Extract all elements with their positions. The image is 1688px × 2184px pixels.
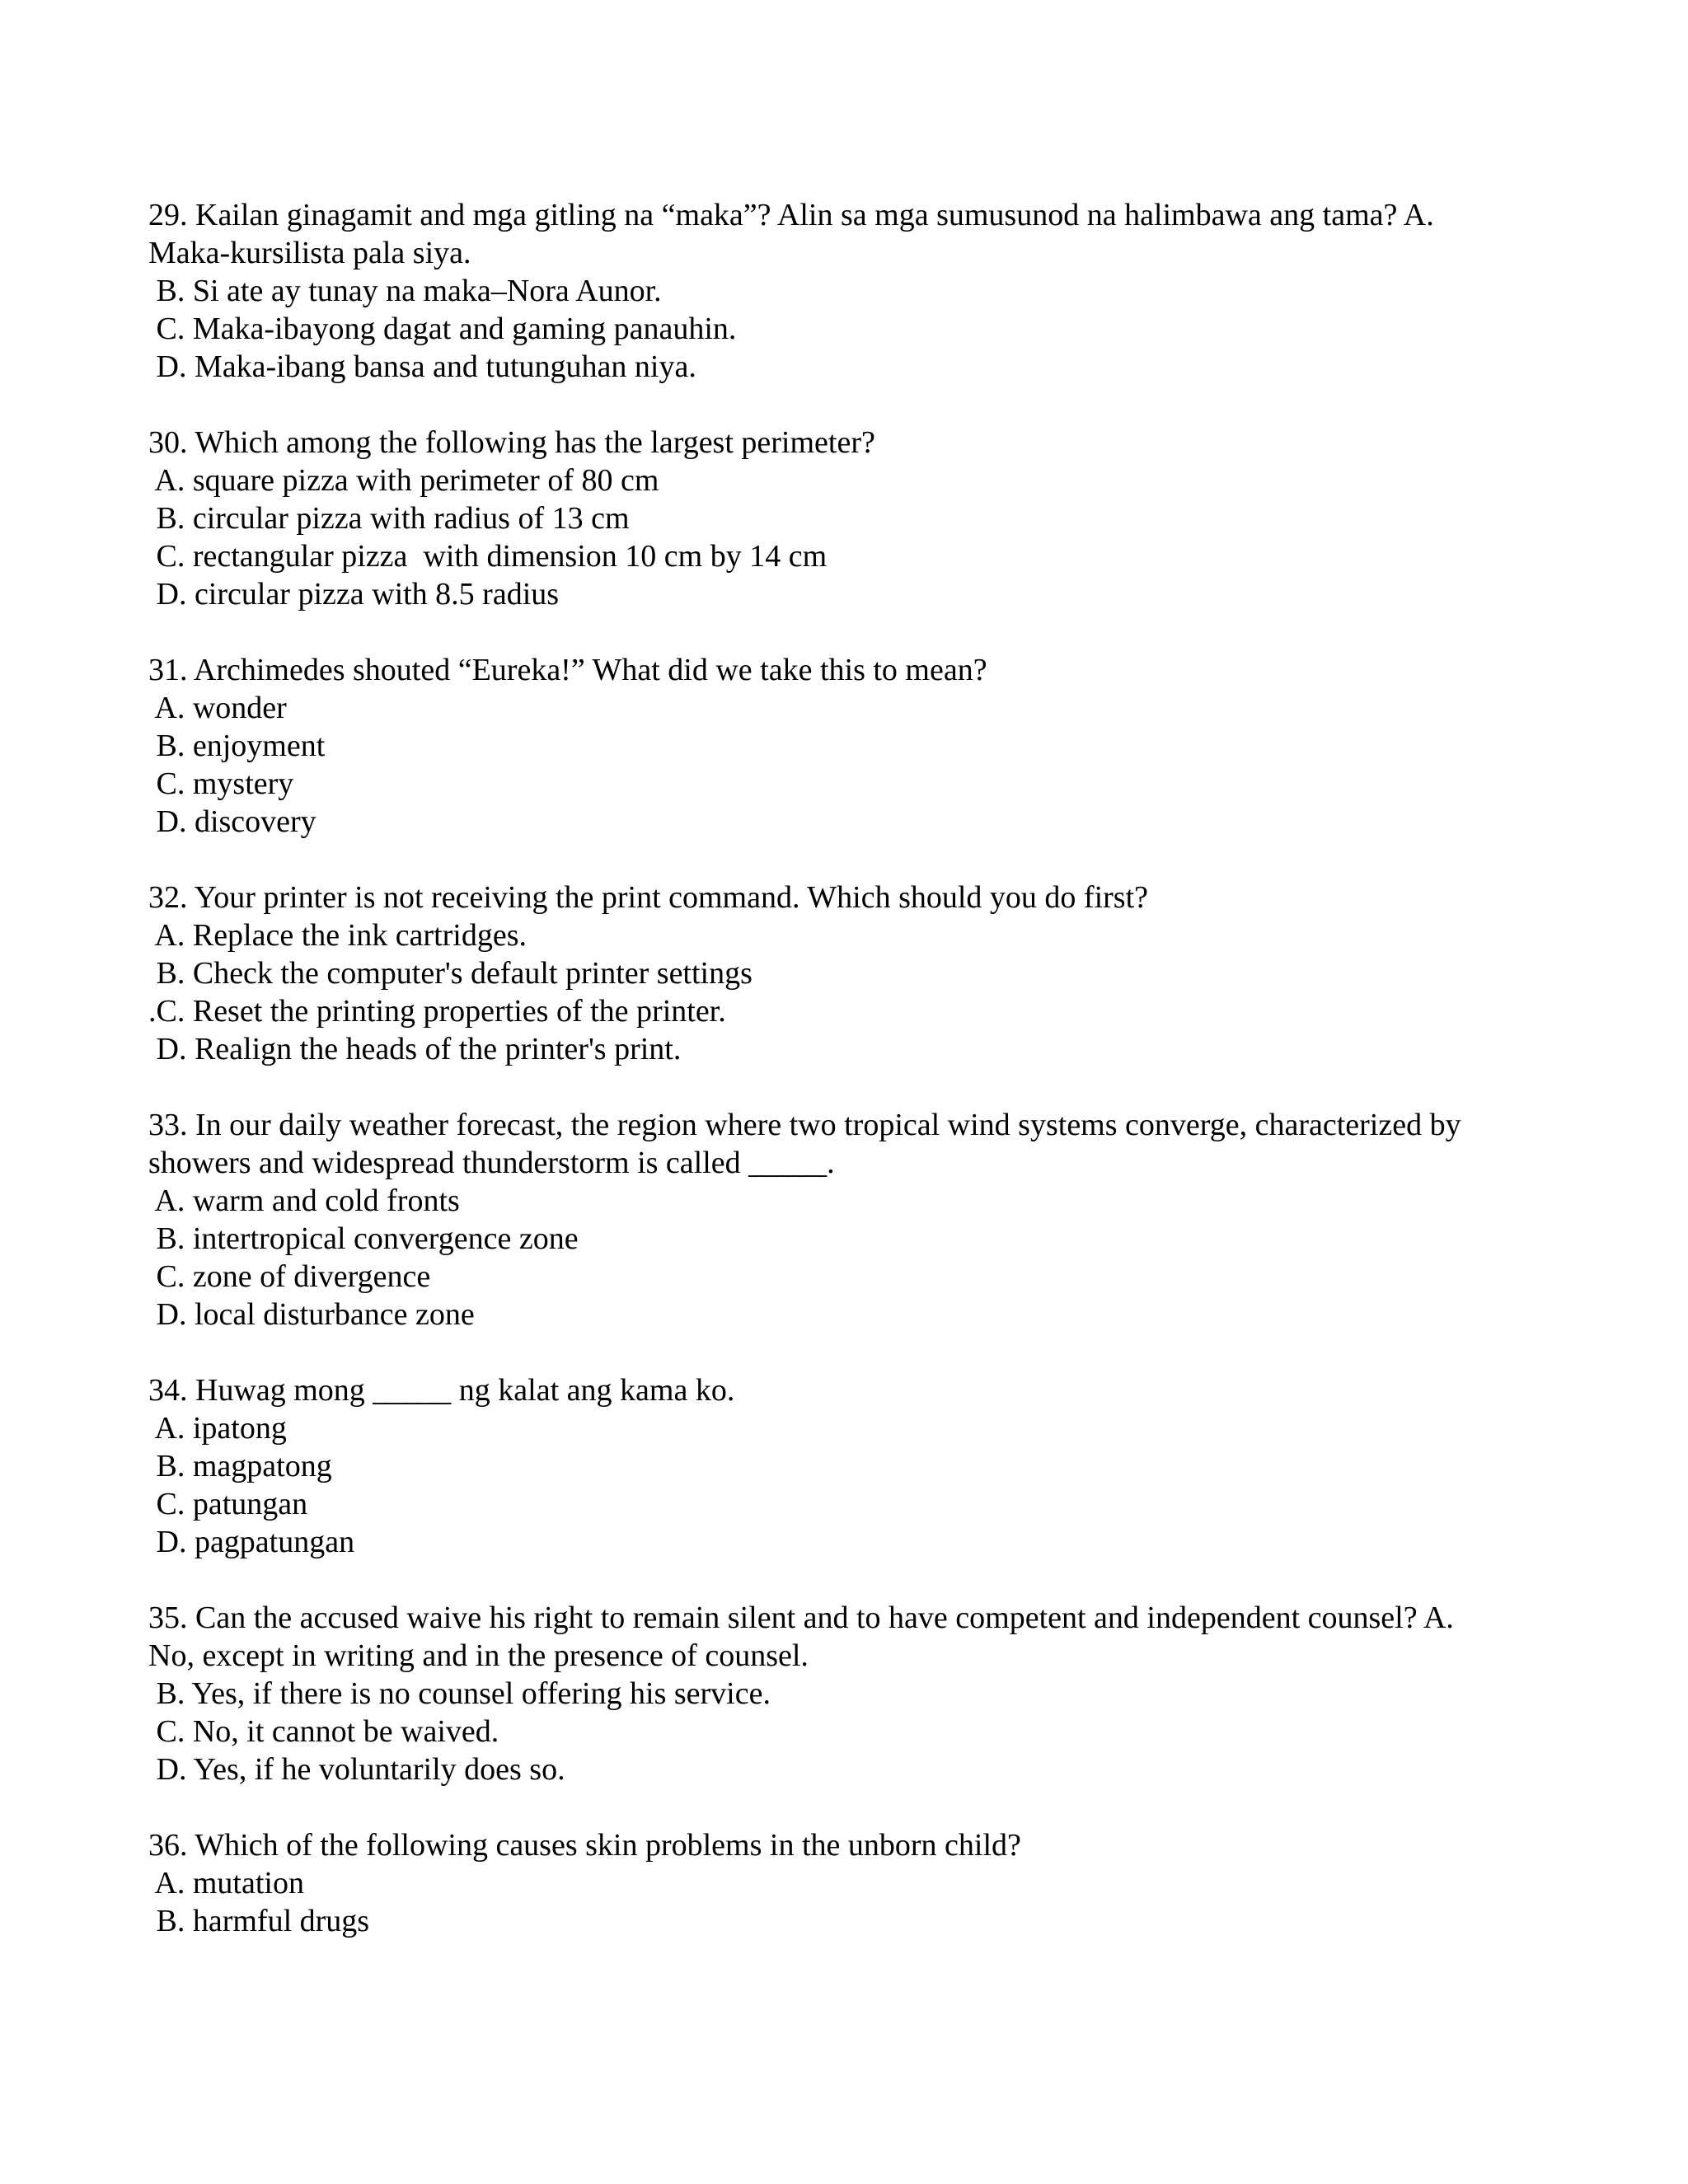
answer-option-c: C. rectangular pizza with dimension 10 cm by 14 cm	[148, 539, 828, 574]
question-stem-line: No, except in writing and in the presence of counsel.	[148, 1638, 809, 1673]
answer-option-b: B. enjoyment	[148, 729, 326, 763]
answer-option-c: .C. Reset the printing properties of the printer.	[148, 994, 726, 1029]
answer-option-a: A. wonder	[148, 691, 287, 725]
answer-option-b: B. harmful drugs	[148, 1904, 370, 1938]
question-stem-line: 34. Huwag mong _____ ng kalat ang kama ko.	[148, 1373, 735, 1408]
question-34	[148, 1371, 1566, 1561]
answer-option-a: A. ipatong	[148, 1411, 287, 1446]
question-stem-line: showers and widespread thunderstorm is called _____.	[148, 1146, 835, 1180]
answer-option-d: D. pagpatungan	[148, 1525, 355, 1559]
question-stem-line: Maka-kursilista pala siya.	[148, 236, 471, 270]
answer-option-a: A. mutation	[148, 1866, 304, 1900]
answer-option-c: C. Maka-ibayong dagat and gaming panauhin.	[148, 312, 737, 346]
question-30	[148, 424, 1566, 613]
answer-option-d: D. Realign the heads of the printer's print.	[148, 1032, 682, 1066]
question-29	[148, 196, 1566, 386]
answer-option-a: A. Replace the ink cartridges.	[148, 918, 528, 953]
question-stem-line: 32. Your printer is not receiving the print command. Which should you do first?	[148, 880, 1149, 915]
answer-option-b: B. circular pizza with radius of 13 cm	[148, 501, 630, 536]
question-33	[148, 1106, 1566, 1333]
answer-option-d: D. Yes, if he voluntarily does so.	[148, 1752, 565, 1787]
answer-option-b: B. Yes, if there is no counsel offering his service.	[148, 1676, 771, 1711]
answer-option-d: D. local disturbance zone	[148, 1297, 475, 1332]
answer-option-a: A. square pizza with perimeter of 80 cm	[148, 463, 659, 498]
question-31	[148, 651, 1566, 841]
question-32	[148, 879, 1566, 1068]
answer-option-b: B. Si ate ay tunay na maka–Nora Aunor.	[148, 274, 662, 308]
answer-option-b: B. intertropical convergence zone	[148, 1221, 579, 1256]
answer-option-d: D. circular pizza with 8.5 radius	[148, 577, 560, 612]
answer-option-c: C. mystery	[148, 766, 294, 801]
question-stem-line: 30. Which among the following has the largest perimeter?	[148, 425, 875, 460]
answer-option-c: C. zone of divergence	[148, 1259, 431, 1294]
exam-page	[148, 196, 1566, 1978]
question-36	[148, 1826, 1566, 1940]
answer-option-b: B. Check the computer's default printer settings	[148, 956, 753, 991]
question-stem-line: 35. Can the accused waive his right to remain silent and to have competent and independent counsel? A.	[148, 1601, 1454, 1635]
answer-option-c: C. patungan	[148, 1487, 308, 1521]
answer-option-a: A. warm and cold fronts	[148, 1183, 460, 1218]
answer-option-d: D. discovery	[148, 804, 316, 839]
question-stem-line: 29. Kailan ginagamit and mga gitling na “maka”? Alin sa mga sumusunod na halimbawa ang tama? A.	[148, 198, 1434, 232]
question-stem-line: 33. In our daily weather forecast, the region where two tropical wind systems converge, characterized by	[148, 1108, 1461, 1142]
question-stem-line: 36. Which of the following causes skin problems in the unborn child?	[148, 1828, 1021, 1863]
answer-option-b: B. magpatong	[148, 1449, 332, 1483]
question-stem-line: 31. Archimedes shouted “Eureka!” What did we take this to mean?	[148, 653, 987, 687]
answer-option-c: C. No, it cannot be waived.	[148, 1714, 499, 1749]
question-35	[148, 1599, 1566, 1788]
answer-option-d: D. Maka-ibang bansa and tutunguhan niya.	[148, 349, 696, 384]
